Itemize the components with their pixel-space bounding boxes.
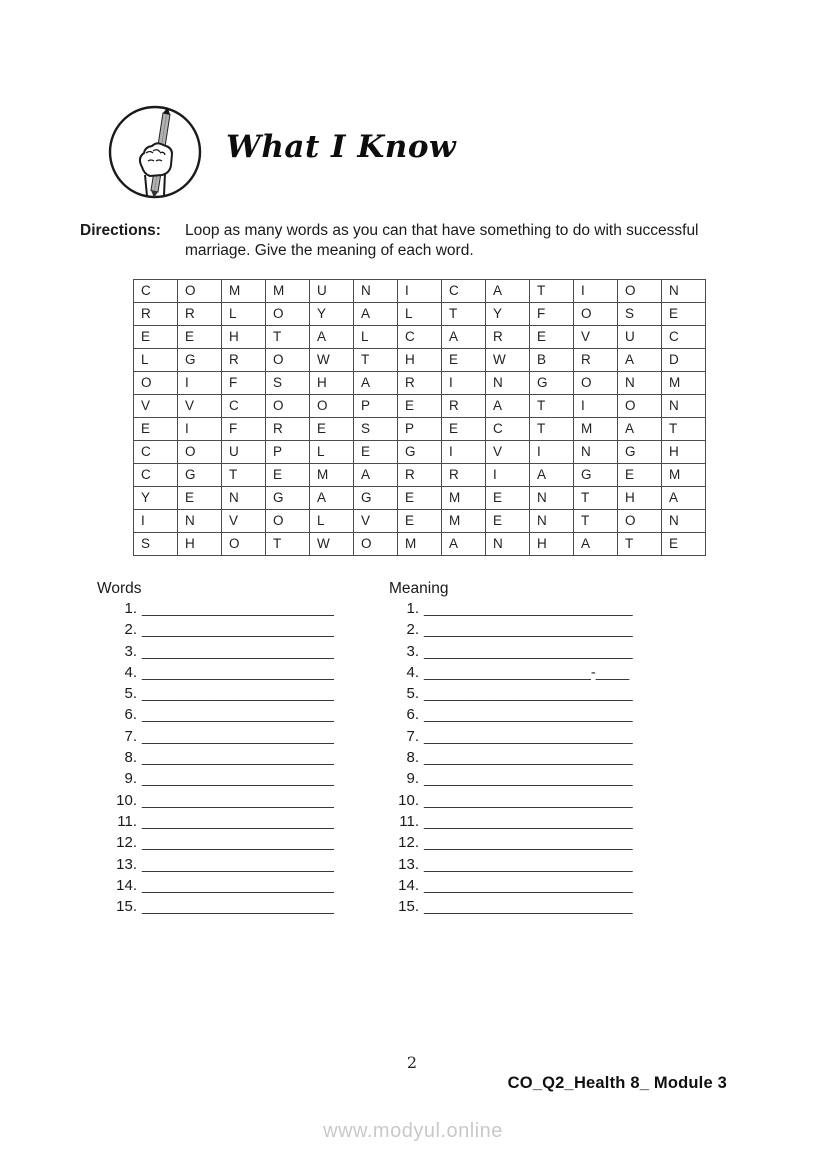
grid-cell: N [574, 441, 618, 464]
item-number: 11. [399, 812, 419, 830]
meaning-column [389, 580, 633, 919]
grid-cell: D [662, 349, 706, 372]
grid-cell: O [222, 533, 266, 556]
answer-blank-line: _______________________ [142, 642, 334, 660]
pencil-in-hand-icon [108, 104, 202, 200]
grid-cell: E [442, 349, 486, 372]
directions-text: Loop as many words as you can that have something to do with successful marriage. Give the meaning of each word. [185, 222, 699, 259]
answer-blank-line: _______________________ [142, 621, 334, 639]
grid-cell: L [354, 326, 398, 349]
words-column [97, 580, 334, 919]
grid-cell: C [222, 395, 266, 418]
grid-cell: O [266, 349, 310, 372]
item-number: 4. [124, 663, 137, 681]
grid-cell: V [222, 510, 266, 533]
module-label: CO_Q2_Health 8_ Module 3 [507, 1074, 727, 1092]
grid-cell: M [310, 464, 354, 487]
item-number: 13. [398, 855, 419, 873]
grid-cell: E [398, 510, 442, 533]
grid-cell: T [266, 326, 310, 349]
grid-cell: R [266, 418, 310, 441]
grid-cell: C [486, 418, 530, 441]
grid-cell: I [178, 372, 222, 395]
grid-row [134, 441, 706, 464]
answer-blank-line: _________________________ [424, 727, 633, 745]
grid-cell: O [266, 510, 310, 533]
answer-row [393, 770, 633, 791]
item-number: 14. [398, 876, 419, 894]
item-number: 13. [116, 855, 137, 873]
grid-row [134, 395, 706, 418]
answer-row [111, 898, 334, 919]
grid-cell: S [354, 418, 398, 441]
grid-cell: E [486, 510, 530, 533]
words-header: Words [97, 580, 142, 597]
grid-cell: I [574, 395, 618, 418]
grid-cell: I [442, 441, 486, 464]
watermark: www.modyul.online [323, 1120, 503, 1142]
grid-cell: A [442, 326, 486, 349]
grid-cell: L [310, 441, 354, 464]
grid-cell: E [398, 487, 442, 510]
grid-cell: E [530, 326, 574, 349]
grid-cell: O [618, 510, 662, 533]
grid-cell: I [442, 372, 486, 395]
answer-row [111, 728, 334, 749]
item-number: 5. [124, 685, 137, 703]
grid-cell: M [662, 372, 706, 395]
grid-cell: R [134, 303, 178, 326]
grid-cell: W [310, 533, 354, 556]
answer-row [393, 813, 633, 834]
grid-cell: A [618, 349, 662, 372]
answer-row [393, 600, 633, 621]
grid-cell: O [574, 372, 618, 395]
answer-row [111, 600, 334, 621]
item-number: 2. [124, 621, 137, 639]
answer-blank-line: _________________________ [424, 855, 633, 873]
words-list [111, 600, 334, 919]
answer-blank-line: _________________________ [424, 600, 633, 617]
grid-cell: E [178, 487, 222, 510]
grid-cell: V [486, 441, 530, 464]
grid-cell: E [486, 487, 530, 510]
item-number: 12. [398, 834, 419, 852]
grid-cell: M [574, 418, 618, 441]
grid-cell: A [574, 533, 618, 556]
grid-cell: B [530, 349, 574, 372]
grid-cell: O [618, 395, 662, 418]
grid-cell: E [134, 418, 178, 441]
grid-cell: R [442, 395, 486, 418]
grid-cell: N [618, 372, 662, 395]
grid-cell: C [134, 441, 178, 464]
grid-cell: G [354, 487, 398, 510]
item-number: 5. [406, 685, 419, 703]
grid-cell: H [222, 326, 266, 349]
grid-cell: R [398, 372, 442, 395]
grid-cell: T [266, 533, 310, 556]
grid-cell: T [442, 303, 486, 326]
item-number: 4. [406, 663, 419, 681]
grid-cell: M [266, 280, 310, 303]
word-search-grid [133, 279, 706, 556]
answer-blank-line: _________________________ [424, 706, 633, 724]
answer-blank-line: _________________________ [424, 834, 633, 852]
answer-blank-line: _______________________ [142, 663, 334, 681]
answer-row [393, 706, 633, 727]
grid-cell: R [442, 464, 486, 487]
grid-cell: N [354, 280, 398, 303]
answer-blank-line: _______________________ [142, 706, 334, 724]
grid-cell: C [398, 326, 442, 349]
grid-cell: E [354, 441, 398, 464]
grid-cell: F [222, 372, 266, 395]
grid-cell: H [530, 533, 574, 556]
grid-cell: A [618, 418, 662, 441]
item-number: 6. [406, 706, 419, 724]
grid-cell: O [134, 372, 178, 395]
grid-cell: R [178, 303, 222, 326]
answer-blank-line: _________________________ [424, 749, 633, 767]
grid-cell: U [310, 280, 354, 303]
item-number: 7. [124, 727, 137, 745]
item-number: 15. [398, 898, 419, 916]
grid-cell: P [354, 395, 398, 418]
item-number: 3. [406, 642, 419, 660]
grid-cell: T [618, 533, 662, 556]
answer-blank-line: ____________________-____ [424, 663, 630, 681]
grid-cell: H [662, 441, 706, 464]
answer-blank-line: _________________________ [424, 898, 633, 916]
answer-row [111, 792, 334, 813]
grid-cell: N [662, 395, 706, 418]
grid-cell: I [530, 441, 574, 464]
item-number: 1. [124, 600, 137, 617]
item-number: 11. [117, 812, 137, 830]
answer-blank-line: _______________________ [142, 834, 334, 852]
answer-row [393, 621, 633, 642]
grid-cell: A [354, 372, 398, 395]
grid-cell: T [574, 487, 618, 510]
grid-cell: T [530, 395, 574, 418]
item-number: 10. [116, 791, 137, 809]
answer-row [393, 749, 633, 770]
grid-cell: O [178, 280, 222, 303]
answer-row [111, 621, 334, 642]
answer-row [111, 685, 334, 706]
grid-row [134, 303, 706, 326]
grid-cell: E [310, 418, 354, 441]
grid-cell: T [222, 464, 266, 487]
grid-cell: V [354, 510, 398, 533]
answer-row [111, 770, 334, 791]
grid-cell: M [442, 487, 486, 510]
page-number: 2 [406, 1053, 418, 1072]
grid-cell: C [134, 464, 178, 487]
grid-cell: I [178, 418, 222, 441]
grid-cell: E [178, 326, 222, 349]
word-search-grid-body [134, 280, 706, 556]
grid-cell: L [398, 303, 442, 326]
answer-blank-line: _________________________ [424, 621, 633, 639]
answer-row [393, 664, 633, 685]
grid-cell: E [618, 464, 662, 487]
grid-cell: G [530, 372, 574, 395]
answer-blank-line: _______________________ [142, 791, 334, 809]
grid-cell: A [442, 533, 486, 556]
grid-cell: R [486, 326, 530, 349]
item-number: 14. [116, 876, 137, 894]
item-number: 6. [124, 706, 137, 724]
item-number: 10. [398, 791, 419, 809]
grid-cell: G [574, 464, 618, 487]
grid-cell: M [662, 464, 706, 487]
answer-blank-line: _______________________ [142, 812, 334, 830]
grid-cell: P [398, 418, 442, 441]
grid-cell: I [486, 464, 530, 487]
grid-cell: G [398, 441, 442, 464]
grid-cell: T [530, 418, 574, 441]
grid-row [134, 510, 706, 533]
answer-blank-line: _______________________ [142, 876, 334, 894]
meaning-list [393, 600, 633, 919]
answer-blank-line: _______________________ [142, 770, 334, 788]
grid-cell: L [222, 303, 266, 326]
grid-cell: Y [134, 487, 178, 510]
answer-row [111, 664, 334, 685]
grid-cell: M [398, 533, 442, 556]
item-number: 2. [406, 621, 419, 639]
grid-cell: T [354, 349, 398, 372]
grid-cell: O [266, 395, 310, 418]
grid-row [134, 418, 706, 441]
grid-cell: I [134, 510, 178, 533]
item-number: 9. [124, 770, 137, 788]
answer-blank-line: _______________________ [142, 749, 334, 767]
answer-row [393, 643, 633, 664]
answer-row [393, 877, 633, 898]
grid-cell: F [222, 418, 266, 441]
grid-cell: R [574, 349, 618, 372]
item-number: 12. [116, 834, 137, 852]
grid-cell: A [486, 395, 530, 418]
grid-cell: G [178, 464, 222, 487]
grid-cell: M [442, 510, 486, 533]
grid-cell: H [618, 487, 662, 510]
grid-cell: A [662, 487, 706, 510]
directions-label: Directions: [80, 222, 161, 239]
grid-cell: W [486, 349, 530, 372]
grid-cell: Y [486, 303, 530, 326]
grid-cell: N [486, 533, 530, 556]
grid-cell: C [662, 326, 706, 349]
answer-row [111, 834, 334, 855]
item-number: 3. [124, 642, 137, 660]
grid-cell: M [222, 280, 266, 303]
answer-row [111, 813, 334, 834]
grid-cell: E [662, 303, 706, 326]
item-number: 8. [406, 749, 419, 767]
grid-cell: E [398, 395, 442, 418]
grid-cell: O [574, 303, 618, 326]
grid-cell: G [266, 487, 310, 510]
grid-cell: S [266, 372, 310, 395]
grid-cell: P [266, 441, 310, 464]
answer-row [111, 706, 334, 727]
answer-row [111, 749, 334, 770]
grid-cell: N [530, 510, 574, 533]
answer-blank-line: _______________________ [142, 727, 334, 745]
grid-cell: H [178, 533, 222, 556]
answer-blank-line: _________________________ [424, 791, 633, 809]
grid-cell: R [222, 349, 266, 372]
grid-cell: O [354, 533, 398, 556]
grid-cell: V [574, 326, 618, 349]
answer-row [111, 643, 334, 664]
grid-cell: L [310, 510, 354, 533]
grid-cell: O [310, 395, 354, 418]
grid-row [134, 533, 706, 556]
grid-cell: T [574, 510, 618, 533]
grid-row [134, 326, 706, 349]
grid-cell: E [662, 533, 706, 556]
item-number: 1. [406, 600, 419, 617]
grid-cell: F [530, 303, 574, 326]
grid-cell: N [662, 510, 706, 533]
grid-cell: U [222, 441, 266, 464]
answer-blank-line: _________________________ [424, 685, 633, 703]
answer-row [393, 856, 633, 877]
grid-cell: N [530, 487, 574, 510]
item-number: 7. [406, 727, 419, 745]
grid-cell: A [486, 280, 530, 303]
grid-cell: H [310, 372, 354, 395]
grid-cell: T [530, 280, 574, 303]
grid-cell: E [266, 464, 310, 487]
answer-blank-line: _________________________ [424, 642, 633, 660]
answer-blank-line: _________________________ [424, 876, 633, 894]
grid-cell: O [618, 280, 662, 303]
grid-cell: O [178, 441, 222, 464]
grid-cell: V [178, 395, 222, 418]
grid-row [134, 487, 706, 510]
grid-cell: E [134, 326, 178, 349]
grid-cell: A [310, 487, 354, 510]
grid-cell: N [662, 280, 706, 303]
grid-row [134, 349, 706, 372]
grid-cell: A [310, 326, 354, 349]
answer-row [393, 728, 633, 749]
grid-cell: C [442, 280, 486, 303]
answer-row [111, 856, 334, 877]
grid-cell: S [618, 303, 662, 326]
grid-cell: W [310, 349, 354, 372]
grid-cell: A [354, 303, 398, 326]
item-number: 15. [116, 898, 137, 916]
grid-row [134, 372, 706, 395]
grid-cell: V [134, 395, 178, 418]
grid-cell: C [134, 280, 178, 303]
grid-cell: G [178, 349, 222, 372]
grid-cell: H [398, 349, 442, 372]
grid-cell: R [398, 464, 442, 487]
grid-row [134, 464, 706, 487]
section-title: What I Know [226, 129, 457, 165]
grid-cell: U [618, 326, 662, 349]
grid-cell: T [662, 418, 706, 441]
grid-cell: N [222, 487, 266, 510]
answer-row [393, 685, 633, 706]
directions-block [80, 221, 733, 261]
item-number: 9. [406, 770, 419, 788]
grid-cell: N [178, 510, 222, 533]
grid-cell: O [266, 303, 310, 326]
grid-cell: A [354, 464, 398, 487]
grid-cell: S [134, 533, 178, 556]
grid-cell: Y [310, 303, 354, 326]
grid-cell: G [618, 441, 662, 464]
answer-row [111, 877, 334, 898]
grid-cell: I [574, 280, 618, 303]
item-number: 8. [124, 749, 137, 767]
answer-blank-line: _________________________ [424, 770, 633, 788]
answer-blank-line: _______________________ [142, 685, 334, 703]
grid-cell: I [398, 280, 442, 303]
answer-row [393, 898, 633, 919]
answer-row [393, 834, 633, 855]
grid-cell: N [486, 372, 530, 395]
grid-cell: E [442, 418, 486, 441]
answer-blank-line: _______________________ [142, 898, 334, 916]
answer-blank-line: _________________________ [424, 812, 633, 830]
answer-blank-line: _______________________ [142, 855, 334, 873]
meaning-header: Meaning [389, 580, 449, 597]
answer-blank-line: _______________________ [142, 600, 334, 617]
grid-row [134, 280, 706, 303]
answer-row [393, 792, 633, 813]
grid-cell: L [134, 349, 178, 372]
grid-cell: A [530, 464, 574, 487]
